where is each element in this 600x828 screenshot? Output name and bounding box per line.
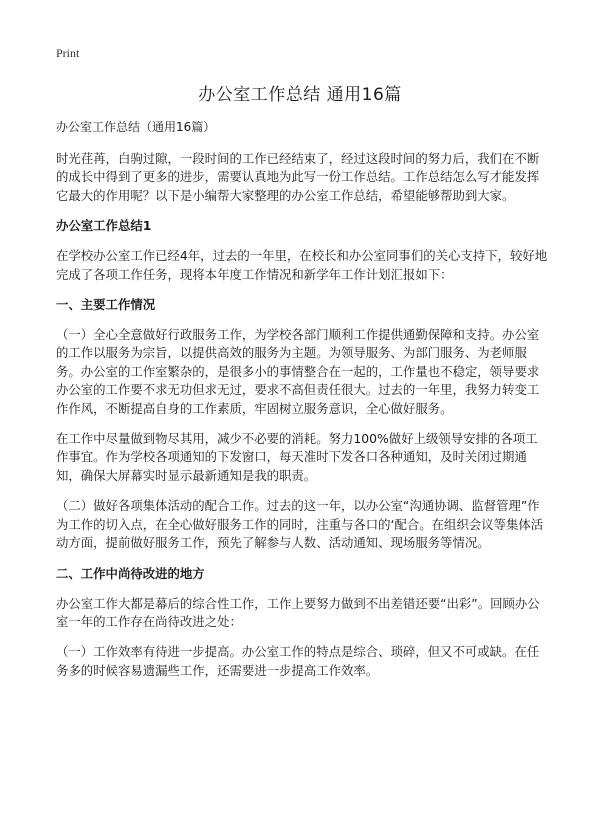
- paragraph: 办公室工作大都是幕后的综合性工作，工作上要努力做到不出差错还要“出彩”。回顾办公室一年的工作存在尚待改进之处：: [56, 595, 540, 629]
- document-body: [56, 118, 548, 692]
- page-title: 办公室工作总结 通用16篇: [198, 85, 402, 105]
- print-link[interactable]: Print: [56, 46, 80, 60]
- document-subtitle: 办公室工作总结（通用16篇）: [56, 120, 216, 134]
- section-heading: 办公室工作总结1: [56, 218, 152, 234]
- paragraph: （二）做好各项集体活动的配合工作。过去的这一年，以办公室“沟通协调、监督管理”作为工作的切入点，在全心做好服务工作的同时，注重与各口的‘配合。在组织会议等集体活动方面，提前做好服务工作，预先了解参与人数、活动通知、现场服务等情况。: [56, 498, 544, 551]
- section-intro-paragraph: 在学校办公室工作已经4年，过去的一年里，在校长和办公室同事们的关心支持下，较好地完成了各项工作任务，现将本年度工作情况和新学年工作计划汇报如下：: [56, 248, 548, 282]
- paragraph: （一）全心全意做好行政服务工作，为学校各部门顺利工作提供通勤保障和支持。办公室的工作以服务为宗旨，以提供高效的服务为主题。为领导服务、为部门服务、为老师服务。办公室的工作室繁杂的，是很多小的事情整合在一起的，工作量也不稳定，领导要求办公室的工作要不求无功但求无过，要求不高但责任很大。过去的一年里，我努力转变工作作风，不断提高自身的工作素质，牢固树立服务意识，全心做好服务。: [56, 327, 540, 416]
- intro-paragraph: 时光荏苒，白驹过隙，一段时间的工作已经结束了，经过这段时间的努力后，我们在不断的成长中得到了更多的进步，需要认真地为此写一份工作总结。工作总结怎么写才能发挥它最大的作用呢？以下是小编帮大家整理的办公室工作总结，希望能够帮助到大家。: [56, 151, 540, 203]
- part-two-heading: 二、工作中尚待改进的地方: [56, 565, 205, 581]
- part-one-heading: 一、主要工作情况: [56, 297, 156, 313]
- paragraph: 在工作中尽量做到物尽其用，减少不必要的消耗。努力100%做好上级领导安排的各项工作事宜。作为学校各项通知的下发窗口，每天准时下发各口各种通知，及时关闭过期通知，确保大屏幕实时显示最新通知是我的职责。: [56, 431, 538, 483]
- paragraph: （一）工作效率有待进一步提高。办公室工作的特点是综合、琐碎，但又不可或缺。在任务多的时候容易遗漏些工作，还需要进一步提高工作效率。: [56, 644, 540, 678]
